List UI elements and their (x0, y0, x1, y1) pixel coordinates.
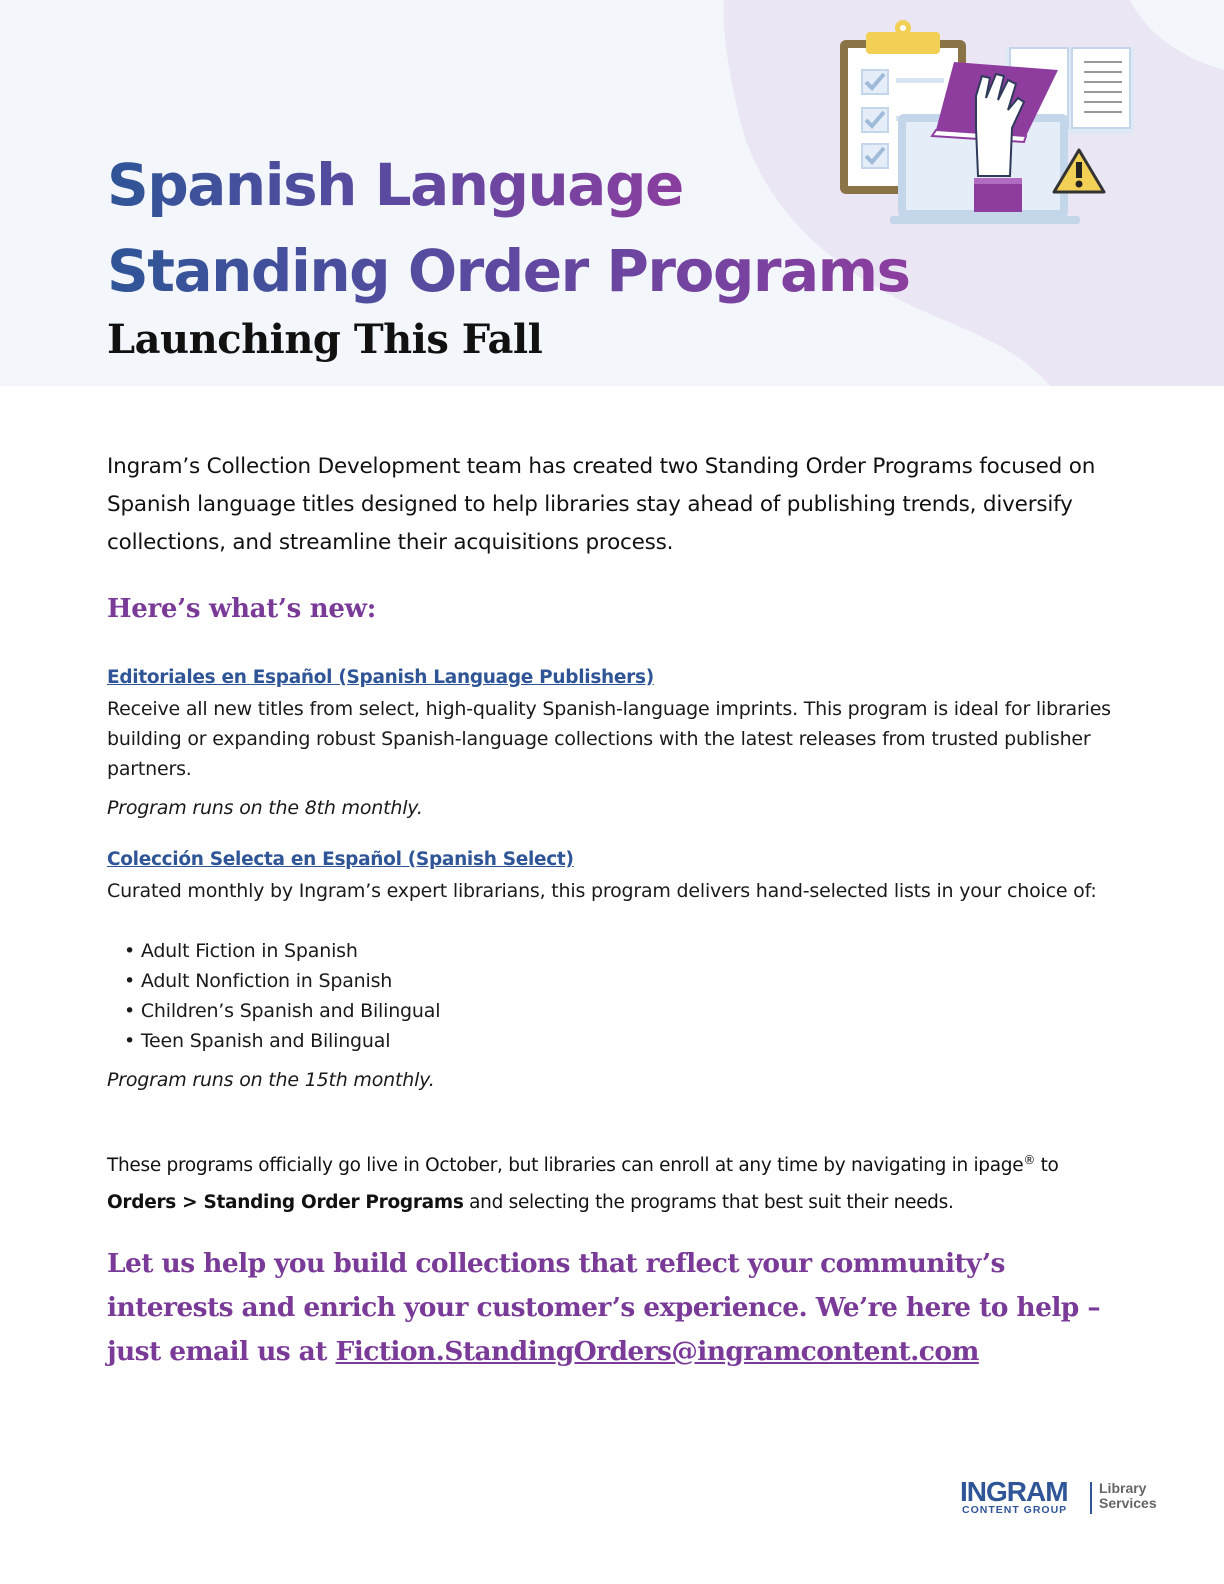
program-1-schedule: Program runs on the 8th monthly. (107, 797, 423, 819)
page-subtitle: Launching This Fall (107, 316, 543, 363)
list-item: • Teen Spanish and Bilingual (124, 1026, 440, 1056)
golive-text-1: These programs officially go live in October, but libraries can enroll at any time by navigating in ipage (107, 1155, 1024, 1177)
program-2-title-link[interactable]: Colección Selecta en Español (Spanish Select) (107, 849, 574, 870)
golive-paragraph (107, 1142, 1127, 1221)
hero-banner (0, 0, 1224, 386)
list-item: • Adult Fiction in Spanish (124, 936, 440, 966)
call-to-action (107, 1242, 1127, 1374)
golive-text-2: to (1035, 1155, 1059, 1177)
navigation-path: Orders > Standing Order Programs (107, 1192, 464, 1214)
title-line-2: Standing Order Programs (107, 228, 927, 314)
page-title (107, 142, 927, 314)
ingram-logo (960, 1478, 1160, 1518)
list-item: • Adult Nonfiction in Spanish (124, 966, 440, 996)
whats-new-heading: Here’s what’s new: (107, 594, 376, 624)
program-1-description: Receive all new titles from select, high-quality Spanish-language imprints. This program is ideal for libraries building or expanding robust Spanish-language collections with the latest releases from trusted publisher partners. (107, 698, 1111, 780)
registered-mark: ® (1023, 1153, 1036, 1167)
logo-subtitle: CONTENT GROUP (962, 1504, 1068, 1516)
program-1-title-link[interactable]: Editoriales en Español (Spanish Language Publishers) (107, 667, 654, 688)
cta-text: Let us help you build collections that reflect your community’s interests and enrich your customer’s experience. We’re here to help – just email us at (107, 1248, 1101, 1367)
program-2-schedule: Program runs on the 15th monthly. (107, 1069, 435, 1091)
golive-text-3: and selecting the programs that best suit their needs. (463, 1192, 954, 1214)
logo-right-line-1: Library (1099, 1480, 1147, 1496)
list-item: • Children’s Spanish and Bilingual (124, 996, 440, 1026)
program-2-options-list (124, 936, 440, 1056)
logo-wordmark: INGRAM (960, 1476, 1068, 1507)
logo-right-line-2: Services (1099, 1495, 1157, 1511)
title-line-1: Spanish Language (107, 142, 707, 228)
intro-paragraph: Ingram’s Collection Development team has created two Standing Order Programs focused on Spanish language titles designed to help libraries stay ahead of publishing trends, diversify collections, and streamline their acquisitions process. (107, 454, 1096, 555)
email-link[interactable]: Fiction.StandingOrders@ingramcontent.com (335, 1336, 979, 1367)
program-2-description: Curated monthly by Ingram’s expert librarians, this program delivers hand-selected lists in your choice of: (107, 880, 1097, 902)
logo-divider (1090, 1482, 1092, 1514)
logo-library-services (1099, 1481, 1157, 1511)
